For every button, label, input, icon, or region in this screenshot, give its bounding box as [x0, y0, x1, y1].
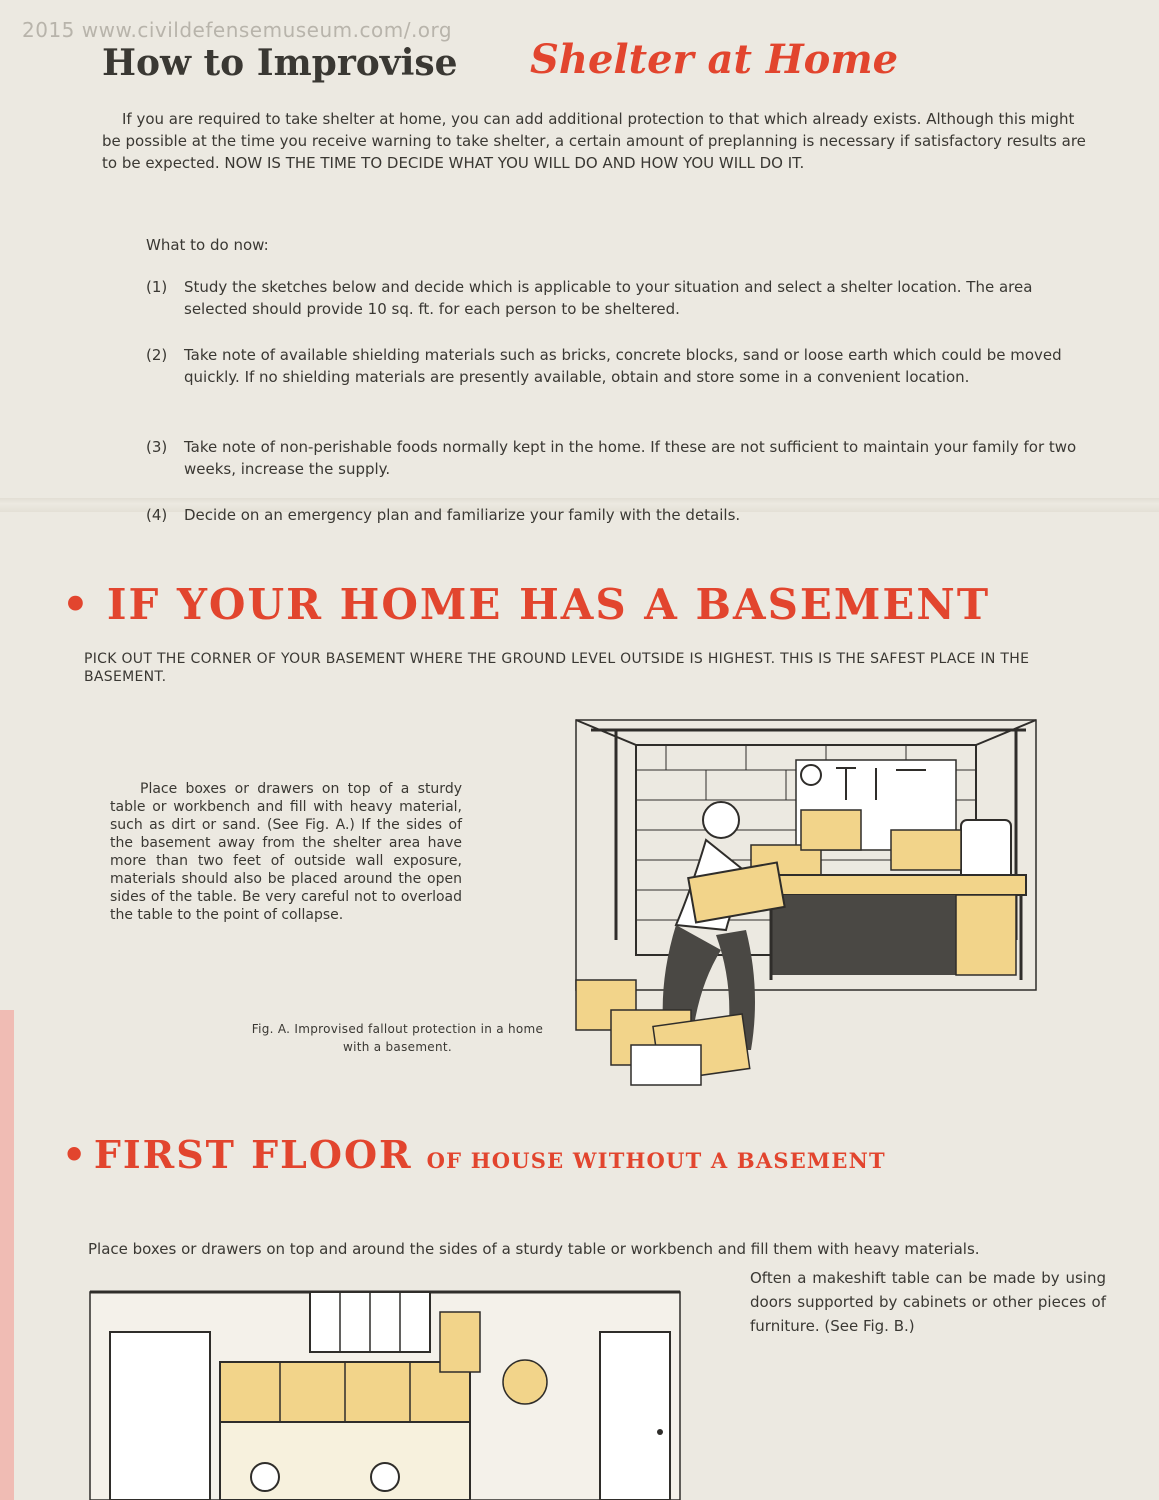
- figure-a-caption: Fig. A. Improvised fallout protection in a home with a basement.: [251, 1022, 544, 1054]
- basement-illustration: [556, 690, 1056, 1095]
- list-item-text: Decide on an emergency plan and familiarize your family with the details.: [184, 506, 741, 524]
- workbench-shadow: [771, 895, 961, 975]
- first-floor-side-text: Often a makeshift table can be made by using doors supported by cabinets or other pieces of furniture. (See Fig. B.): [750, 1269, 1106, 1335]
- door: [600, 1332, 670, 1500]
- list-item-text: Study the sketches below and decide which is applicable to your situation and select a shelter location. The area selected should provide 10 sq. ft. for each person to be sheltered.: [184, 278, 1033, 318]
- list-item: [146, 344, 1091, 388]
- list-item-text: Take note of available shielding materials such as bricks, concrete blocks, sand or loose earth which could be moved quickly. If no shielding materials are presently available, obtain and store some in a convenient location.: [184, 346, 1062, 386]
- basement-intro: PICK OUT THE CORNER OF YOUR BASEMENT WHERE THE GROUND LEVEL OUTSIDE IS HIGHEST. THIS IS THE SAFEST PLACE IN THE BASEMENT.: [84, 651, 1030, 685]
- list-item-number: (4): [146, 506, 168, 524]
- basement-body: Place boxes or drawers on top of a sturdy table or workbench and fill with heavy material, such as dirt or sand. (See Fig. A.) If the sides of the basement away from the shelter area have more than two feet of outside wall exposure, materials should also be placed around the open sides of the table. Be very careful not to overload the table to the point of collapse.: [110, 781, 462, 923]
- bullet: •: [62, 580, 91, 629]
- list-item: [146, 436, 1091, 480]
- list-item-number: (1): [146, 278, 168, 296]
- list-item-text: Take note of non-perishable foods normally kept in the home. If these are not sufficient to maintain your family for two weeks, increase the supply.: [184, 438, 1077, 478]
- basement-heading-text: IF YOUR HOME HAS A BASEMENT: [106, 580, 991, 629]
- list-item-number: (3): [146, 438, 168, 456]
- person-figure: [251, 1463, 279, 1491]
- basement-heading: [62, 580, 990, 629]
- first-floor-heading-text: FIRST FLOOR: [93, 1132, 413, 1177]
- page-title: How to Improvise: [102, 42, 458, 84]
- first-floor-illustration: [80, 1272, 700, 1500]
- bullet: •: [62, 1132, 89, 1177]
- workbench-top: [766, 875, 1026, 895]
- list-item: [146, 504, 1091, 526]
- first-floor-intro: Place boxes or drawers on top and around the sides of a sturdy table or workbench and fill them with heavy materials.: [88, 1240, 980, 1258]
- pink-edge: [0, 1010, 14, 1500]
- what-to-do-label: What to do now:: [146, 236, 269, 254]
- intro-paragraph: If you are required to take shelter at home, you can add additional protection to that which already exists. Although this might be possible at the time you receive warning to take shelter, a certain amount of preplanning is necessary if satisfactory results are to be expected. NOW IS THE TIME TO DECIDE WHAT YOU WILL DO AND HOW YOU WILL DO IT.: [102, 110, 1086, 172]
- watermark: 2015 www.civildefensemuseum.com/.org: [22, 18, 453, 42]
- first-floor-subheading: OF HOUSE WITHOUT A BASEMENT: [426, 1148, 886, 1173]
- list-item: [146, 276, 1091, 320]
- list-item-number: (2): [146, 346, 168, 364]
- first-floor-heading: [62, 1132, 886, 1177]
- page-title-script: Shelter at Home: [530, 36, 899, 83]
- person-figure: [371, 1463, 399, 1491]
